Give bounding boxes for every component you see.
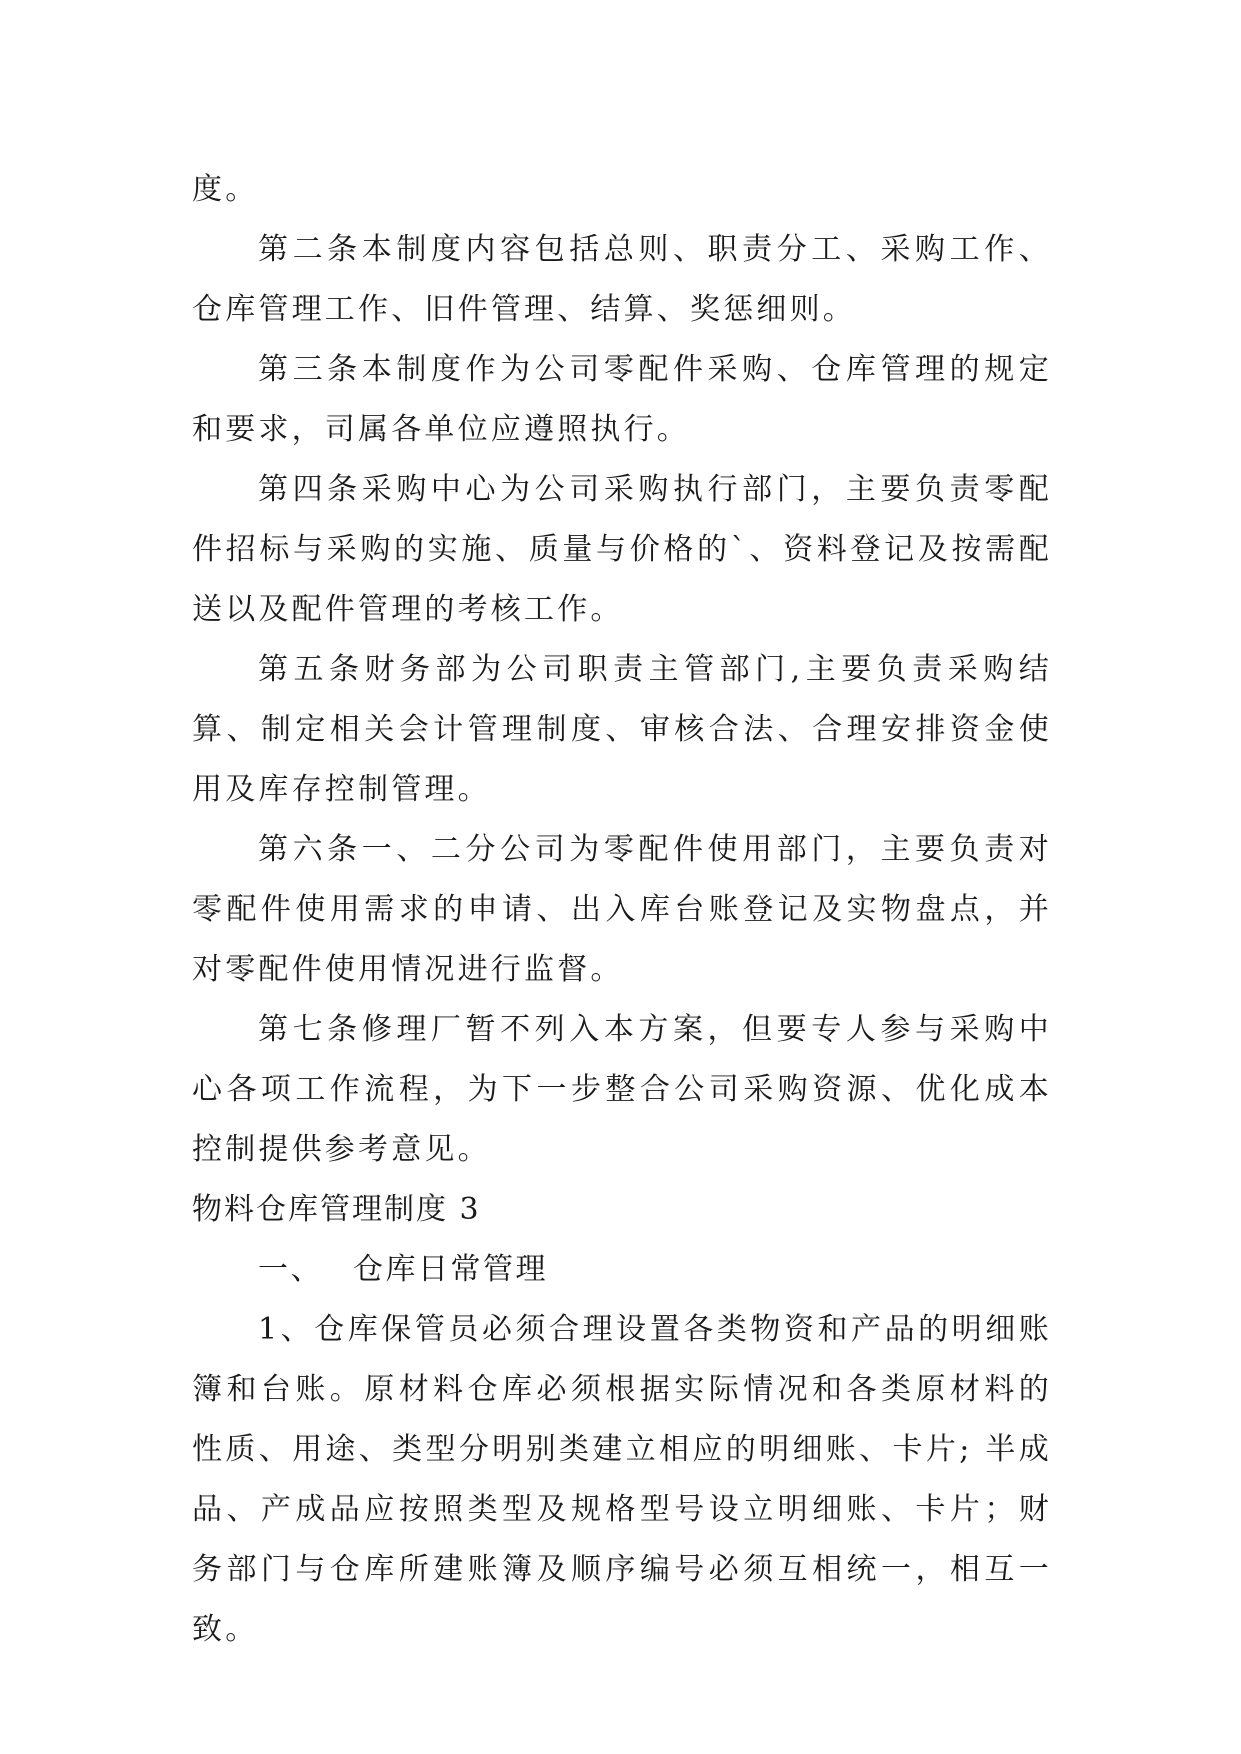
subsection-heading bbox=[192, 1240, 1052, 1300]
paragraph-article-7: 第七条修理厂暂不列入本方案，但要专人参与采购中心各项工作流程，为下一步整合公司采购资源、优化成本控制提供参考意见。 bbox=[192, 1012, 1052, 1167]
paragraph-article-6: 第六条一、二分公司为零配件使用部门，主要负责对零配件使用需求的申请、出入库台账登记及实物盘点，并对零配件使用情况进行监督。 bbox=[192, 832, 1052, 987]
paragraph-item-1: 1、仓库保管员必须合理设置各类物资和产品的明细账簿和台账。原材料仓库必须根据实际情况和各类原材料的性质、用途、类型分明别类建立相应的明细账、卡片; 半成品、产成品应按照类型及规格型号设立明细账、卡片；财务部门与仓库所建账簿及顺序编号必须互相统一，相互一致。 bbox=[192, 1312, 1052, 1647]
subsection-number: 一、 bbox=[258, 1252, 323, 1287]
paragraph-article-5: 第五条财务部为公司职责主管部门,主要负责采购结算、制定相关会计管理制度、审核合法、合理安排资金使用及库存控制管理。 bbox=[192, 652, 1052, 807]
paragraph-article-3: 第三条本制度作为公司零配件采购、仓库管理的规定和要求，司属各单位应遵照执行。 bbox=[192, 352, 1052, 447]
subsection-title: 仓库日常管理 bbox=[353, 1252, 548, 1287]
paragraph-article-2: 第二条本制度内容包括总则、职责分工、采购工作、仓库管理工作、旧件管理、结算、奖惩细则。 bbox=[192, 232, 1052, 327]
section-title: 物料仓库管理制度 3 bbox=[192, 1192, 481, 1227]
paragraph-continuation: 度。 bbox=[192, 172, 259, 207]
document-page bbox=[192, 160, 1052, 1660]
paragraph-article-4: 第四条采购中心为公司采购执行部门，主要负责零配件招标与采购的实施、质量与价格的`、资料登记及按需配送以及配件管理的考核工作。 bbox=[192, 472, 1052, 627]
